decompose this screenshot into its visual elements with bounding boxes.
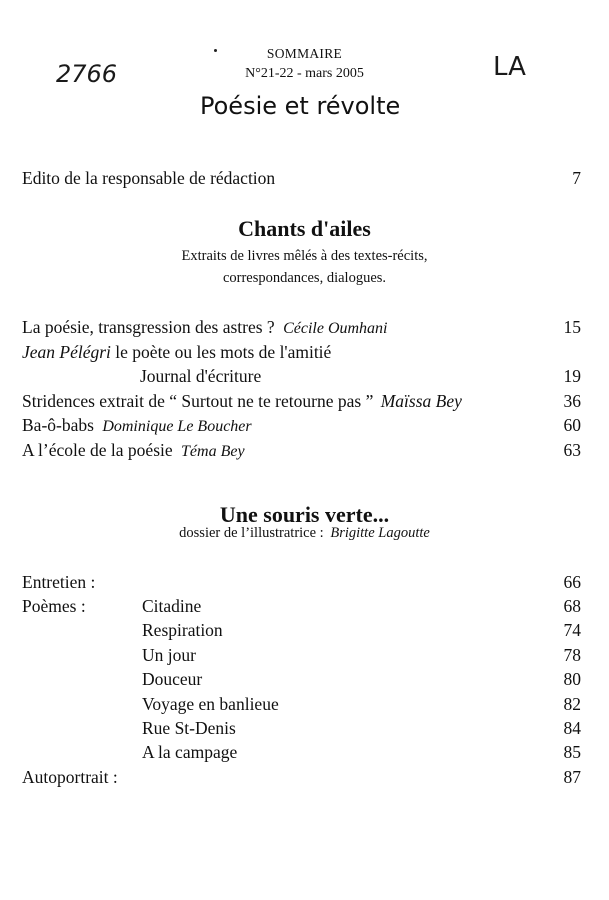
section-subtitle-line1: Extraits de livres mêlés à des textes-récits,: [181, 248, 428, 264]
handwritten-initials: LA: [493, 52, 526, 82]
page-title: Poésie et révolte: [200, 92, 401, 120]
toc-entry: [0, 342, 609, 366]
entry-title: Autoportrait :: [22, 767, 118, 787]
page-number: 85: [563, 742, 581, 762]
page-number: 78: [563, 645, 581, 665]
entry-author: Jean Pélégri: [22, 342, 111, 362]
poem-title: Rue St-Denis: [142, 718, 236, 738]
poem-title: Respiration: [142, 620, 223, 640]
handwritten-number: 2766: [56, 60, 118, 88]
page-number: 74: [563, 620, 581, 640]
toc-entry: [0, 391, 609, 415]
page-number: 36: [563, 391, 581, 411]
page-number: 66: [563, 572, 581, 592]
entry-title: La poésie, transgression des astres ?: [22, 317, 275, 337]
subtitle-text: dossier de l’illustratrice :: [179, 525, 324, 541]
entry-title: Edito de la responsable de rédaction: [22, 168, 276, 188]
page-number: 87: [563, 767, 581, 787]
toc-entry-edito: [0, 168, 609, 192]
entry-author: Maïssa Bey: [380, 391, 462, 411]
poem-title: Douceur: [142, 669, 203, 689]
illustrator-name: Brigitte Lagoutte: [330, 525, 430, 541]
page-number: 68: [563, 596, 581, 616]
entry-title: A l’école de la poésie: [22, 440, 173, 460]
entry-author: Dominique Le Boucher: [102, 418, 252, 435]
issue-info: N°21-22 - mars 2005: [245, 66, 364, 81]
entry-author: Téma Bey: [181, 443, 245, 460]
entry-author: Cécile Oumhani: [283, 320, 388, 337]
entry-title: le poète ou les mots de l'amitié: [115, 342, 332, 362]
section-subtitle: [0, 525, 609, 542]
page-number: 80: [563, 669, 581, 689]
toc-entry-entretien: [0, 572, 609, 596]
toc-entry-autoportrait: [0, 767, 609, 791]
page-number: 84: [563, 718, 581, 738]
sommaire-heading: SOMMAIRE: [266, 46, 343, 61]
page-number: 60: [563, 415, 581, 435]
poem-title: Voyage en banlieue: [142, 694, 279, 714]
poem-title: A la campage: [142, 742, 238, 762]
section-title-chants-dailes: Chants d'ailes: [238, 216, 371, 241]
toc-entry: [0, 440, 609, 464]
toc-entry: [0, 415, 609, 439]
poem-entry: [0, 669, 609, 693]
toc-entry: [0, 366, 609, 390]
toc-entry: [0, 317, 609, 341]
page-number: 15: [563, 317, 581, 337]
poem-entry: [0, 620, 609, 644]
page-number: 63: [563, 440, 581, 460]
section-title-souris-verte: Une souris verte...: [219, 502, 390, 527]
poem-entry: [0, 596, 609, 620]
poem-entry: [0, 694, 609, 718]
page-number: 7: [572, 168, 581, 188]
poem-entry: [0, 645, 609, 669]
page-number: 82: [563, 694, 581, 714]
poemes-label: Poèmes :: [22, 596, 86, 616]
entry-title: Entretien :: [22, 572, 96, 592]
entry-title: Ba-ô-babs: [22, 415, 94, 435]
section-subtitle-line2: correspondances, dialogues.: [222, 270, 387, 286]
entry-title: Journal d'écriture: [140, 366, 262, 386]
poem-entry: [0, 742, 609, 766]
poem-title: Un jour: [142, 645, 196, 665]
poem-entry: [0, 718, 609, 742]
poem-title: Citadine: [142, 596, 202, 616]
page-number: 19: [563, 366, 581, 386]
entry-title: Stridences extrait de “ Surtout ne te retourne pas ”: [22, 391, 374, 411]
